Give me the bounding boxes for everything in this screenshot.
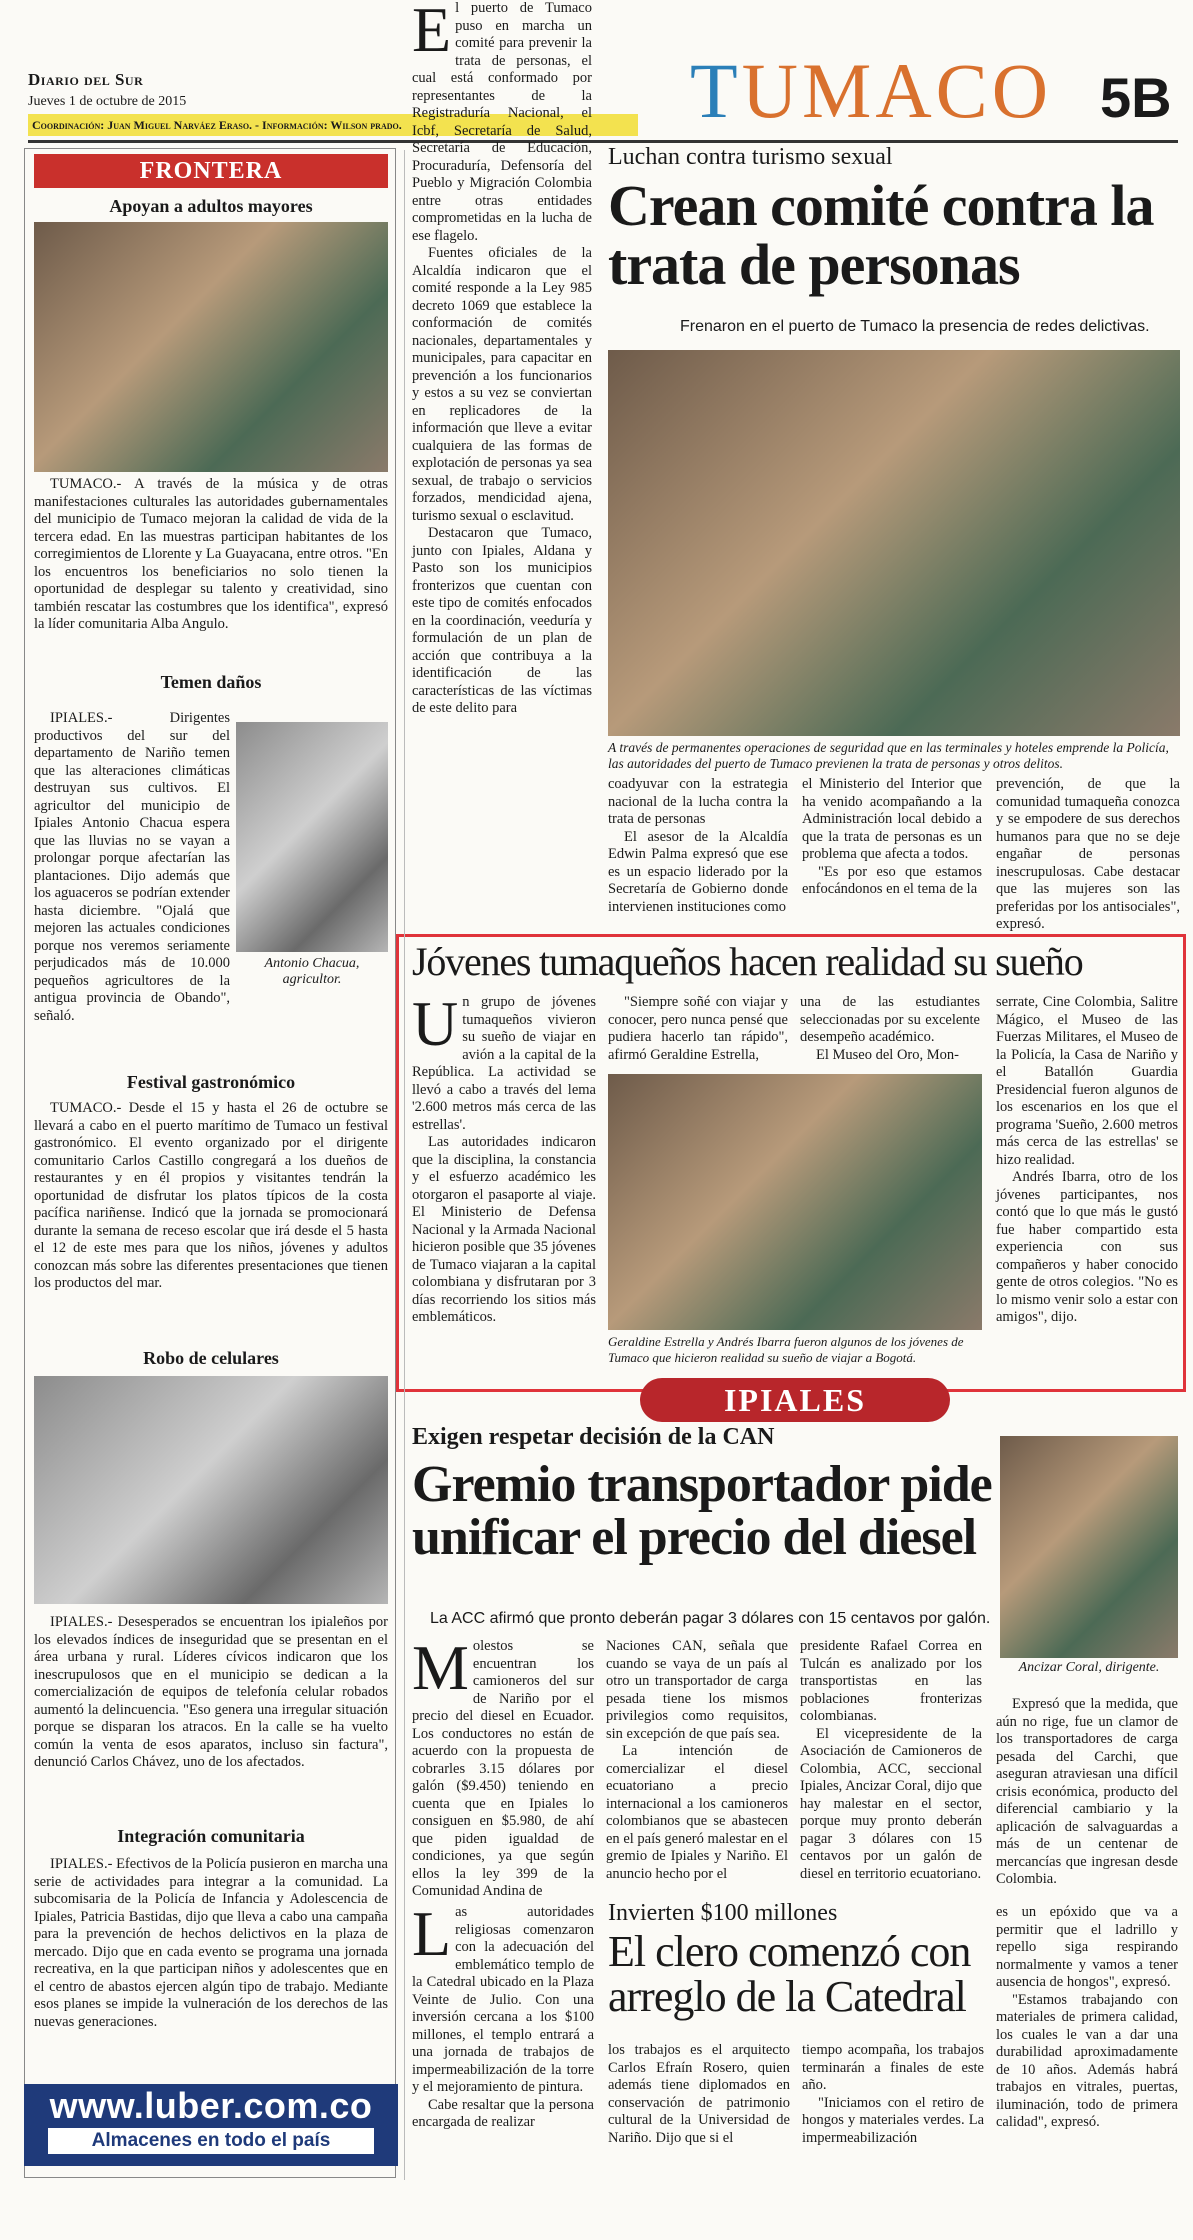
- clero-dropcap: L: [412, 1898, 452, 1969]
- photo-policia-tumaco: [608, 350, 1180, 736]
- trata-col1: E l puerto de Tumaco puso en marcha un comité para prevenir la trata de personas, el cual está conformado por representantes de la Registraduría Nacional, el Icbf, Secretaría de Salud, Secretaría de Educación, Procuraduría, Defensoría del Pueblo y Migración Colombia entre otras entidades comprometidas en la lucha de ese flagelo. Fuentes oficiales de la Alcaldía indicaron que el comité responde a la Ley 985 decreto 1069 que establece la conformación de comités nacionales, departamentales y municipales, para capacitar en prevención a los funcionarios y estos a su vez se conviertan en replicadores de la información que lleve a evitar cualquiera de las formas de explotación de personas ya sea sexual, de trabajo o servicios forzados, mendicidad ajena, turismo sexual o esclavitud. Destacaron que Tumaco, junto con Ipiales, Aldana y Pasto son los municipios fronterizos que cuentan con este tipo de comités enfocados en la coordinación, veeduría y formulación de un plan de acción que contribuya a la identificación de las características de las víctimas de este delito para: [412, 0, 592, 716]
- trata-deck: Frenaron en el puerto de Tumaco la presencia de redes delictivas.: [680, 318, 1150, 335]
- ipiales-headline: Gremio transportador pide unificar el precio del diesel: [412, 1456, 992, 1567]
- column-rule: [404, 150, 405, 2180]
- issue-date: Jueves 1 de octubre de 2015: [28, 94, 187, 109]
- credits-bar: Coordinación: Juan Miguel Narváez Eraso. - Información: Wilson prado.: [28, 114, 638, 136]
- trata-col2: coadyuvar con la estrategia nacional de la lucha contra la trata de personas El asesor de la Alcaldía Edwin Palma expresó que ese es un espacio liderado por la Secretaría de Gobierno donde intervienen instituciones como: [608, 776, 788, 915]
- ipiales-dropcap: M: [412, 1632, 469, 1703]
- ad-tagline: Almacenes en todo el país: [48, 2128, 374, 2154]
- photo-celulares: [34, 1376, 388, 1604]
- brief-body-adultos: TUMACO.- A través de la música y de otras manifestaciones culturales las autoridades gubernamentales del municipio de Tumaco mejoran la calidad de vida de la tercera edad. En las muestras participan habitantes de los corregimientos de Llorente y La Guayacana, entre otros. "En los encuentros los beneficiarios no solo tienen la oportunidad de desplegar su talento y creatividad, sino también rescatar las costumbres que los identifica", expresó la líder comunitaria Alba Angulo.: [34, 476, 388, 632]
- trata-caption: A través de permanentes operaciones de seguridad que en las terminales y hoteles emprende la Policía, las autoridades del puerto de Tumaco previenen la trata de personas y otros delitos.: [608, 740, 1169, 771]
- brief-body-integracion: IPIALES.- Efectivos de la Policía pusieron en marcha una serie de actividades para integrar a la comunidad. La subcomisaria de la Policía de Infancia y Adolescencia de Ipiales, Patricia Bastidas, dijo que lleva a cabo una campaña para la prevención de hechos delictivos en la plaza de mercado. Dijo que en cada evento se programa una jornada recreativa, en la que participan niños y adolescentes que en el centro de abastos ejercen algún tipo de trabajo. Mediante esos planes se impide la vulneración de los derechos de las nuevas generaciones.: [34, 1856, 388, 2030]
- clero-headline: El clero comenzó con arreglo de la Catedral: [608, 1927, 971, 2021]
- trata-kicker: Luchan contra turismo sexual: [608, 144, 893, 170]
- clero-col3: tiempo acompaña, los trabajos terminarán a finales de este año. "Iniciamos con el retiro de hongos y materiales verdes. La impermeabilización: [802, 2042, 984, 2146]
- newspaper-name: Diario del Sur: [28, 70, 144, 89]
- caption-antonio-chacua: Antonio Chacua, agricultor.: [264, 956, 360, 987]
- photo-antonio-chacua: [236, 722, 388, 952]
- brief-title-festival: Festival gastronómico: [126, 1072, 296, 1092]
- clero-col4: es un epóxido que va a permitir que el ladrillo y repello siga respirando normalmente y vamos a tener ausencia de hongos", expresó. "Estamos trabajando con materiales de primera calidad, los cuales le van a dar una durabilidad aproximadamente de 10 años. Además habrá trabajos en vitrales, puertas, iluminación, todo de primera calidad", expresó.: [996, 1904, 1178, 2130]
- clero-kicker: Invierten $100 millones: [608, 1900, 838, 1926]
- trata-col3: el Ministerio del Interior que ha venido acompañando a la Administración local debido a que la trata de personas es un problema que afecta a todos. "Es por eso que estamos enfocándonos en el tema de la: [802, 776, 982, 897]
- jovenes-caption: Geraldine Estrella y Andrés Ibarra fueron algunos de los jóvenes de Tumaco que hicieron realidad su sueño de viajar a Bogotá.: [608, 1334, 964, 1365]
- brief-body-temen: IPIALES.- Dirigentes productivos del sur del departamento de Nariño temen que las alteraciones climáticas destruyan sus cultivos. El agricultor del municipio de Ipiales Antonio Chacua espera que las lluvias no se vayan a prolongar porque afectarían las plantaciones. Dijo además que los aguaceros se podrían extender hasta diciembre. "Ojalá que mejoren las actuales condiciones porque nos veremos seriamente perjudicados más de 10.000 pequeños agricultores de la antigua provincia de Obando", señaló.: [34, 710, 230, 1024]
- ipiales-deck: La ACC afirmó que pronto deberán pagar 3 dólares con 15 centavos por galón.: [430, 1610, 991, 1627]
- section-title: [690, 47, 1053, 134]
- clero-col1: L as autoridades religiosas comenzaron con la adecuación del emblemático templo de la Catedral ubicado en la Plaza Veinte de Julio. Con una inversión cercana a los $100 millones, el templo entrará a una jornada de trabajos de impermeabilización de la torre y el mejoramiento de pintura. Cabe resaltar que la persona encargada de realizar: [412, 1898, 594, 2130]
- brief-title-integracion: Integración comunitaria: [117, 1826, 305, 1846]
- jovenes-col4: serrate, Cine Colombia, Salitre Mágico, el Museo de las Fuerzas Militares, el Museo de la Policía, la Casa de Nariño y el Batallón Guardia Presidencial fueron algunos de los escenarios en los que el programa 'Sueño, 2.600 metros más cerca de las estrellas' se hizo realidad. Andrés Ibarra, otro de los jóvenes participantes, nos contó que lo que más le gustó fue haber compartido esta experiencia con sus compañeros y haber conocido gente de otros colegios. "No es lo mismo venir solo a estar con amigos", dijo.: [996, 994, 1178, 1325]
- section-title-initial: T: [690, 47, 742, 134]
- jovenes-headline: Jóvenes tumaqueños hacen realidad su sueño: [412, 939, 1083, 984]
- frontera-bar: FRONTERA: [34, 154, 388, 188]
- ipiales-col3: presidente Rafael Correa en Tulcán es analizado por los transportistas en las poblaciones fronterizas colombianas. El vicepresidente de la Asociación de Camioneros de Colombia, ACC, seccional Ipiales, Ancizar Coral, dijo que hay malestar en el sector, porque muy pronto deberán pagar 3 dólares con 15 centavos por un galón de diesel en territorio ecuatoriano.: [800, 1638, 982, 1882]
- luber-ad[interactable]: [24, 2084, 398, 2166]
- masthead-rule: [28, 140, 1178, 143]
- trata-headline: Crean comité contra la trata de personas: [608, 173, 1154, 298]
- jovenes-col1: U n grupo de jóvenes tumaqueños vivieron su sueño de viajar en avión a la capital de la República. La actividad se llevó a cabo a través del lema '2.600 metros más cerca de las estrellas'. Las autoridades indicaron que la disciplina, la constancia y el esfuerzo académico les otorgaron el pasaporte al viaje. El Ministerio de Defensa Nacional y la Armada Nacional hicieron posible que 35 jóvenes de Tumaco viajaran a la capital colombiana y disfrutaran por 3 días recorriendo los sitios más emblemáticos.: [412, 988, 596, 1325]
- section-title-rest: UMACO: [741, 47, 1053, 134]
- photo-adultos-mayores: [34, 222, 388, 472]
- ipiales-kicker: Exigen respetar decisión de la CAN: [412, 1424, 775, 1450]
- ad-url[interactable]: www.luber.com.co: [49, 2085, 373, 2126]
- brief-title-temen: Temen daños: [160, 672, 262, 692]
- trata-col4: prevención, de que la comunidad tumaqueña conozca y se empodere de sus derechos humanos para que no se deje engañar de personas inescrupulosas. Cabe destacar que las mujeres son las preferidas por los antisociales", expresó.: [996, 776, 1180, 932]
- brief-title-adultos: Apoyan a adultos mayores: [109, 196, 313, 216]
- photo-ancizar-coral: [1000, 1436, 1178, 1658]
- page-number: 5B: [1100, 66, 1172, 129]
- photo-jovenes-bogota: [608, 1074, 982, 1330]
- brief-body-celulares: IPIALES.- Desesperados se encuentran los ipialeños por los elevados índices de inseguridad que se presentan en el área urbana y rural. Líderes cívicos indicaron que los inescrupulosos que en el municipio se dedican a la comercialización de equipos de telefonía celular robados aumentó la delincuencia. "Eso genera una irregular situación porque se disparan los atracos. En la calle se ha vuelto común la venta de esos aparatos, incluso sin factura", denunció Carlos Chávez, uno de los afectados.: [34, 1614, 388, 1770]
- brief-title-celulares: Robo de celulares: [143, 1348, 279, 1368]
- jovenes-col2: "Siempre soñé con viajar y conocer, pero nunca pensé que pudiera hacerlo tan rápido", afirmó Geraldine Estrella,: [608, 994, 788, 1063]
- clero-col2: los trabajos es el arquitecto Carlos Efraín Rosero, quien además tiene diplomados en conservación de patrimonio cultural de la Universidad de Nariño. Dijo que si el: [608, 2042, 790, 2146]
- ipiales-caption: Ancizar Coral, dirigente.: [1018, 1660, 1160, 1675]
- jovenes-col3: una de las estudiantes seleccionadas por su excelente desempeño académico. El Museo del Oro, Mon-: [800, 994, 980, 1063]
- brief-body-festival: TUMACO.- Desde el 15 y hasta el 26 de octubre se llevará a cabo en el puerto marítimo de Tumaco un festival gastronómico. El evento organizado por el dirigente comunitario Carlos Castillo congregará a los dueños de restaurantes y en él propios y visitantes tendrán la oportunidad de disfrutar los platos típicos de la costa pacífica nariñense. Indicó que la jornada se promocionará durante la semana de receso escolar que irá desde el 5 hasta el 12 de este mes para que los niños, jóvenes y adultos conozcan más sobre las diferentes presentaciones que tienen los productos del mar.: [34, 1100, 388, 1291]
- ipiales-bar: IPIALES: [640, 1378, 950, 1422]
- ipiales-col2: Naciones CAN, señala que cuando se vaya de un país al otro un transportador de carga pesada tiene los mismos privilegios como requisitos, sin excepción de que país sea. La intención de comercializar el diesel ecuatoriano a precio internacional a los camioneros colombianos que se abastecen en el país generó malestar en el gremio de Ipiales y Nariño. El anuncio hecho por el: [606, 1638, 788, 1882]
- jovenes-dropcap: U: [412, 988, 459, 1059]
- ipiales-col4: Expresó que la medida, que aún no rige, fue un clamor de los transportadores de carga pesada del Carchi, que aseguran atraviesan una difícil crisis económica, producto del diferencial cambiario y la aplicación de salvaguardas a más de un centenar de mercancías que ingresan desde Colombia.: [996, 1696, 1178, 1887]
- trata-dropcap: E: [412, 0, 452, 65]
- ipiales-col1: M olestos se encuentran los camioneros del sur de Nariño por el precio del diesel en Ecuador. Los conductores no están de acuerdo con la propuesta de cobrarles 3.15 dólares por galón ($9.450) teniendo en cuenta que en Ipiales lo consiguen en $5.980, de ahí que piden igualdad de condiciones, ya que según ellos la ley 399 de la Comunidad Andina de: [412, 1632, 594, 1899]
